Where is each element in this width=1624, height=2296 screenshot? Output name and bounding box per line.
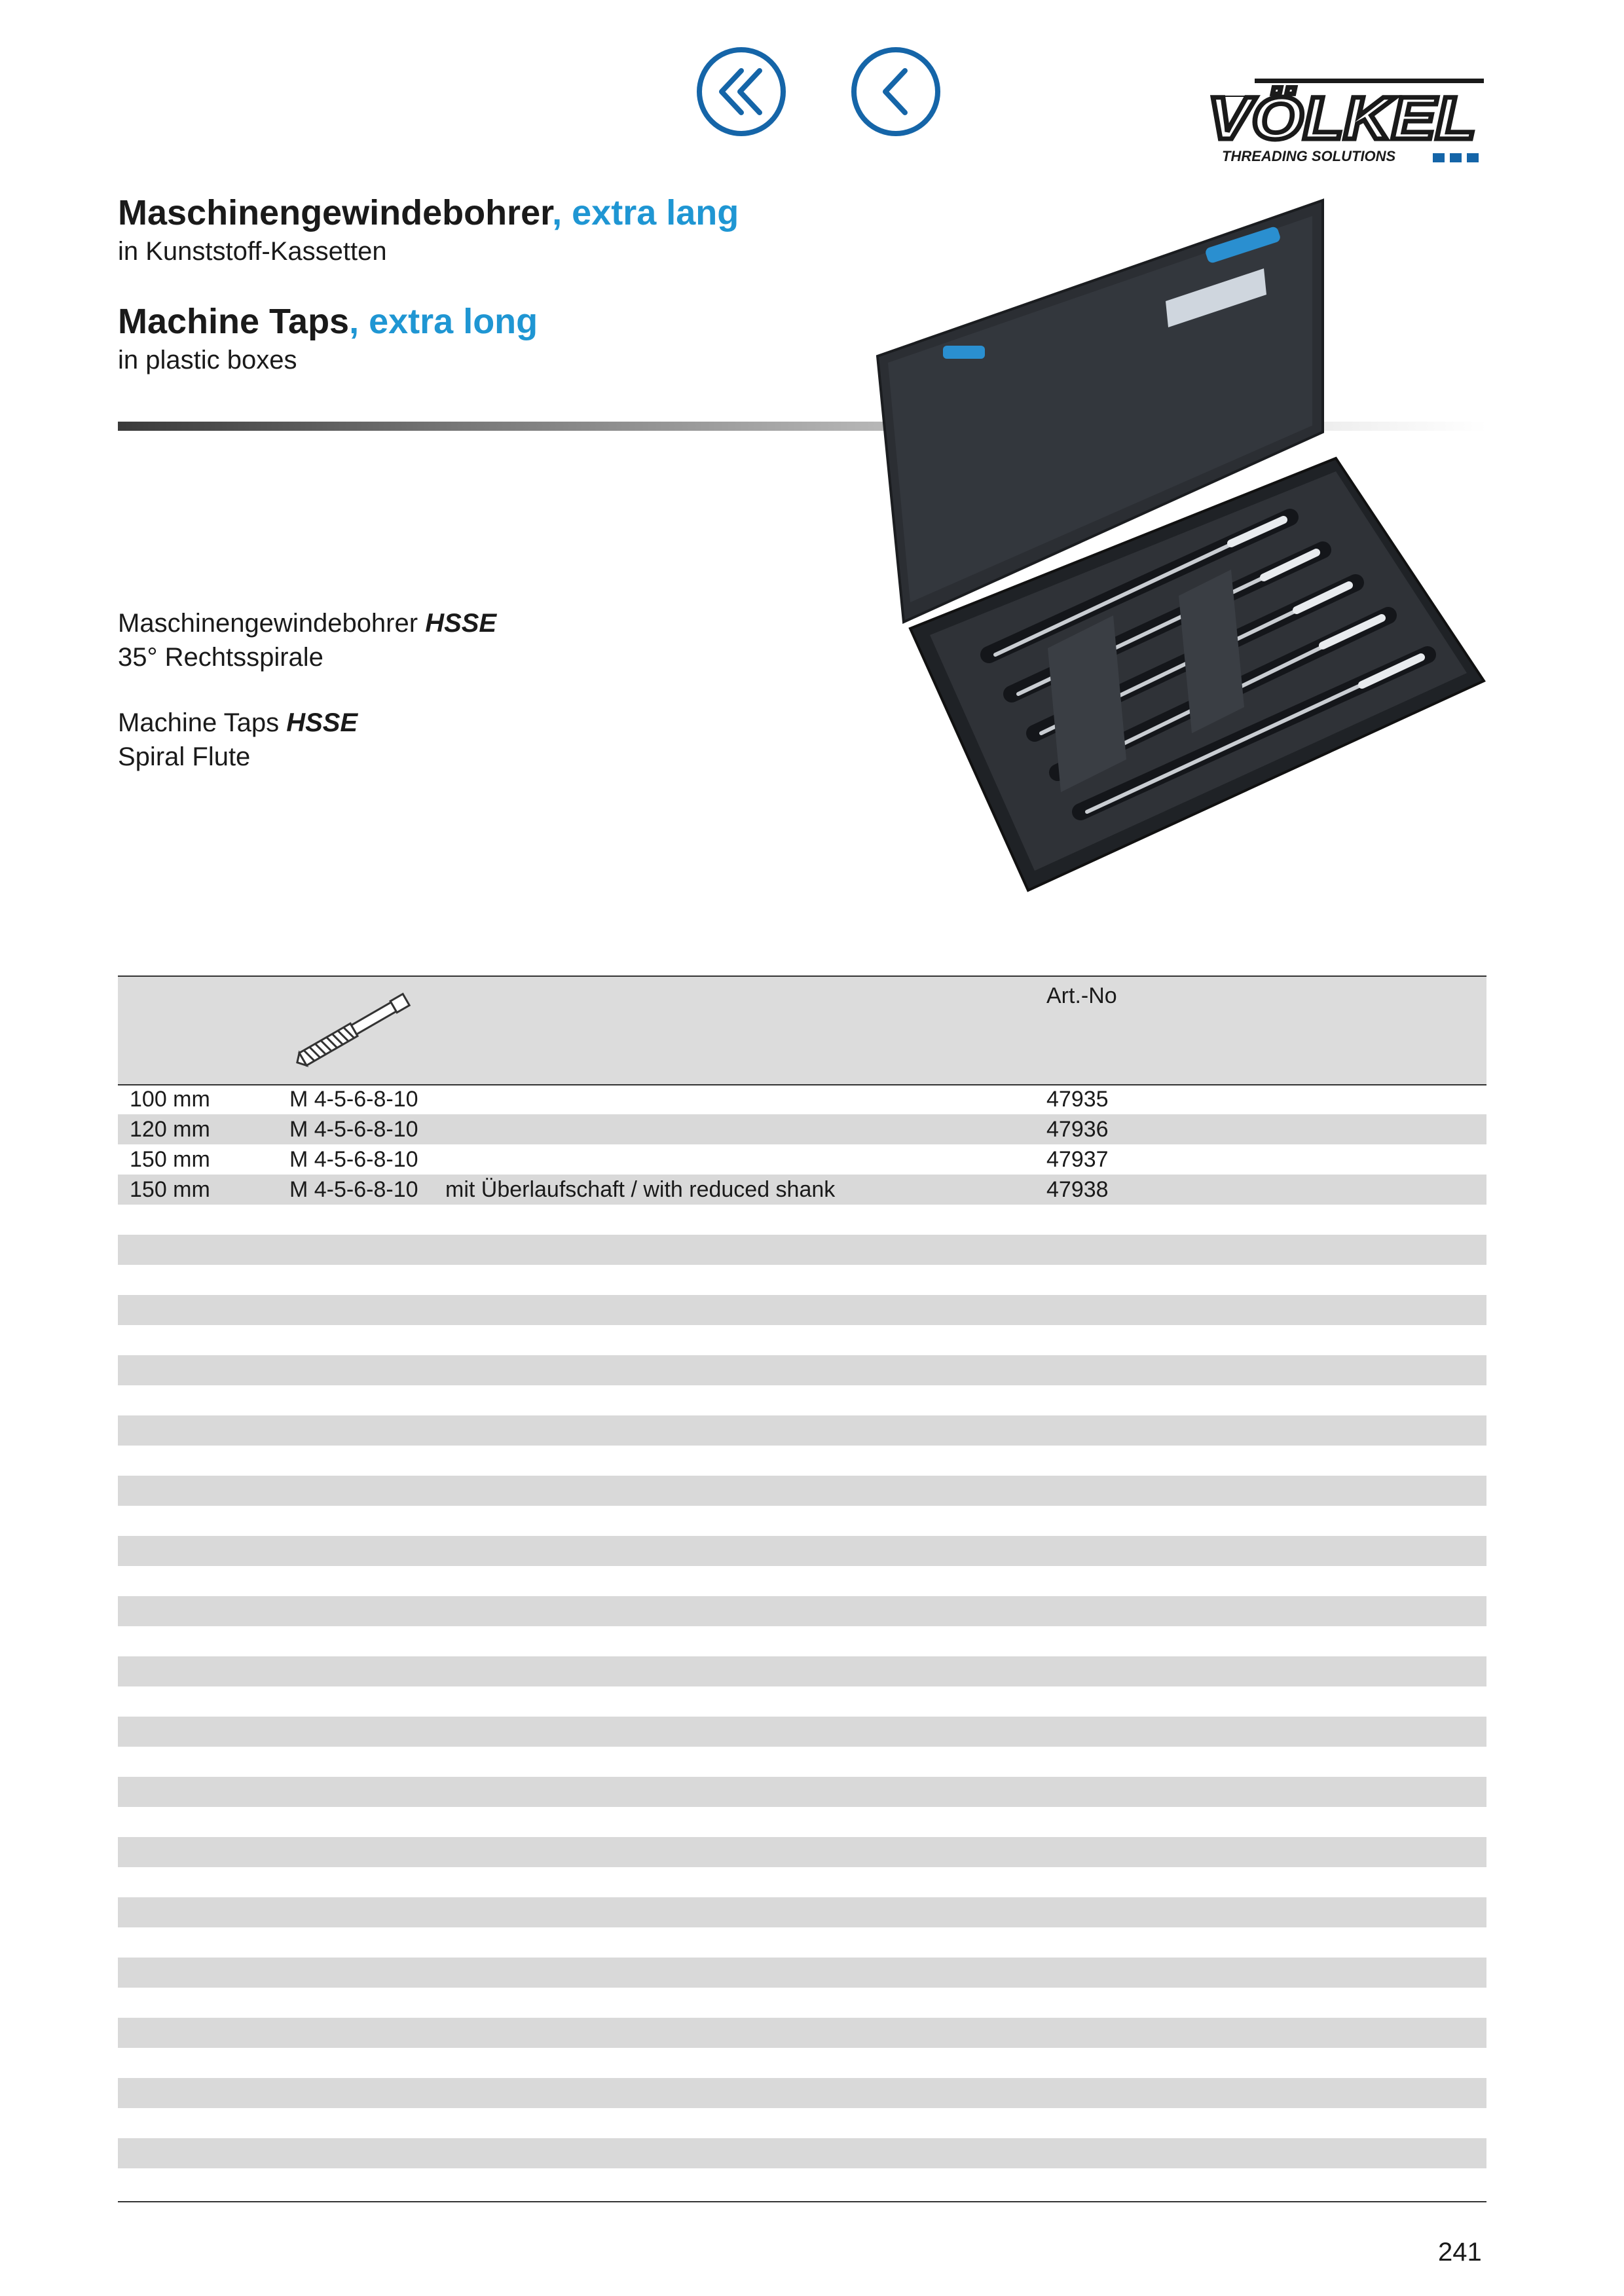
desc-de-line2: 35° Rechtsspirale bbox=[118, 643, 323, 672]
machine-tap-icon bbox=[288, 983, 419, 1075]
empty-row bbox=[118, 1295, 1486, 1325]
title-german: Maschinengewindebohrer, extra lang bbox=[118, 193, 739, 232]
empty-row bbox=[118, 1958, 1486, 1988]
page-number: 241 bbox=[1438, 2238, 1482, 2267]
volkel-logo bbox=[1202, 76, 1484, 168]
double-chevron-left-icon bbox=[694, 45, 788, 139]
subtitle-german: in Kunststoff-Kassetten bbox=[118, 237, 387, 266]
empty-row bbox=[118, 1536, 1486, 1566]
empty-row bbox=[118, 1235, 1486, 1265]
empty-row bbox=[118, 1777, 1486, 1807]
table-row: 120 mm M 4-5-6-8-10 47936 bbox=[118, 1114, 1486, 1144]
chevron-left-icon bbox=[849, 45, 943, 139]
empty-row bbox=[118, 2078, 1486, 2108]
empty-row bbox=[118, 1717, 1486, 1747]
subtitle-english: in plastic boxes bbox=[118, 346, 297, 374]
logo-tagline: THREADING SOLUTIONS bbox=[1222, 148, 1396, 164]
desc-de-line1: Maschinengewindebohrer HSSE bbox=[118, 609, 497, 638]
empty-row bbox=[118, 1897, 1486, 1927]
empty-row bbox=[118, 1596, 1486, 1626]
table-row: 150 mm M 4-5-6-8-10 mit Überlaufschaft / with reduced shank 47938 bbox=[118, 1175, 1486, 1205]
empty-row bbox=[118, 1415, 1486, 1446]
empty-row bbox=[118, 1837, 1486, 1867]
desc-en-line2: Spiral Flute bbox=[118, 742, 251, 771]
first-page-button[interactable] bbox=[694, 45, 788, 139]
table-row: 150 mm M 4-5-6-8-10 47937 bbox=[130, 1147, 1109, 1172]
empty-row bbox=[118, 1476, 1486, 1506]
table-bottom-line bbox=[118, 2201, 1486, 2202]
previous-page-button[interactable] bbox=[849, 45, 943, 139]
empty-row bbox=[118, 1355, 1486, 1385]
empty-row bbox=[118, 1656, 1486, 1686]
table-row: 100 mm M 4-5-6-8-10 47935 bbox=[130, 1087, 1109, 1112]
logo-brand: VÖLKEL bbox=[1208, 85, 1476, 152]
desc-en-line1: Machine Taps HSSE bbox=[118, 708, 358, 737]
product-photo bbox=[838, 196, 1493, 903]
title-english: Machine Taps, extra long bbox=[118, 302, 538, 341]
empty-row bbox=[118, 2138, 1486, 2168]
header-art-no: Art.-No bbox=[1046, 983, 1117, 1008]
empty-row bbox=[118, 2018, 1486, 2048]
